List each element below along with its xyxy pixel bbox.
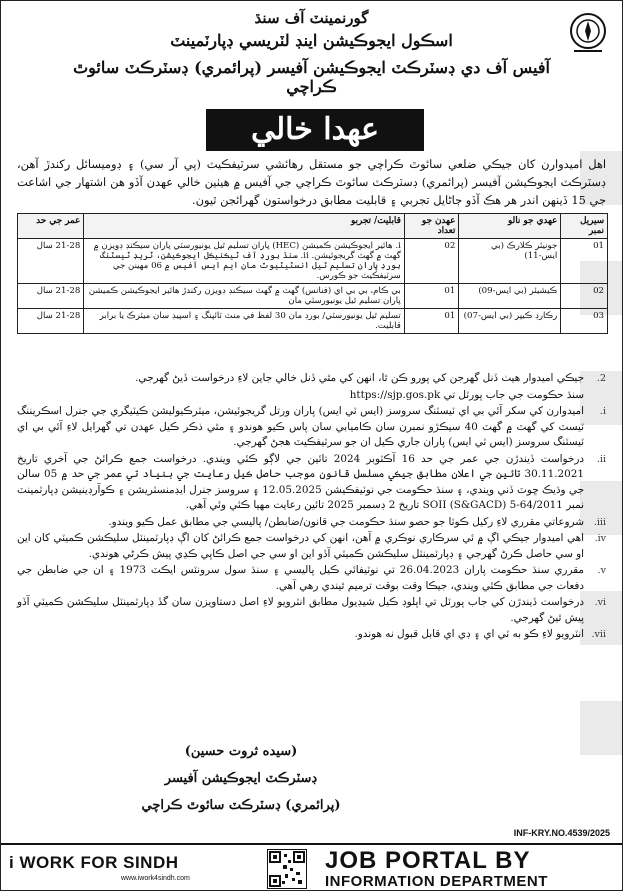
intro-paragraph: اهل اميدوارن کان جيڪي ضلعي سائوٿ ڪراچي جو مستقل رهائشي سرٽيفڪيٽ (پي آر سي) ۽ ڊوميسائل رکندڙ آهن، ڊسٽرڪٽ ايجوڪيشن آفيسر (پرائمري) ڊسٽرڪٽ سائوٿ ڪراچي جي آفيس ۾ هيٺين خالي عهدن آڏو هن اشتهار جي اشاعت جي 15 ڏينهن اندر هر هڪ آڏو ڄاڻايل تجربي ۽ قابليت مطابق درخواستون گهرائجن ٿيون. — [17, 157, 606, 207]
table-row — [18, 284, 608, 309]
item-text — [17, 388, 584, 404]
header-government: گورنمينٽ آف سنڌ — [254, 9, 369, 27]
cell-count: 01 — [404, 309, 459, 334]
list-item — [17, 515, 606, 531]
header-post: عهدي جو نالو — [459, 214, 561, 239]
item-text: درخواست ڏيندڙن کي جاب پورٽل تي اپلوڊ ڪيل شيڊيول مطابق انٽرويو لاءِ اصل دستاويزن سان گڏ ڊپارٽمينٽل سليڪشن ڪميٽي آڏو پيش ٿيڻ گهرجي. — [17, 596, 584, 624]
header-department: اسڪول ايجوڪيشن اينڊ لٽريسي ڊپارٽمينٽ — [170, 31, 453, 50]
cell-age: 21-28 سال — [18, 284, 84, 309]
information-department: INFORMATION DEPARTMENT — [325, 873, 548, 890]
item-text: اهي اميدوار جيڪي اڳ ۾ ئي سرڪاري نوڪري ۾ آهن، انهن کي درخواست جمع ڪرائڻ کان اڳ ڊپارٽمينٽل سليڪشن ڪميٽي کان اين او سي حاصل ڪرڻ گهرجي ۽ ڊپارٽمينٽل سليڪشن ڪميٽي آڏو اين او سي جي اصل ڪاپي ڪڍي پيش ڪرڻي هوندي. — [17, 532, 584, 560]
table-row — [18, 309, 608, 334]
job-portal-title: JOB PORTAL BY — [325, 847, 531, 874]
cell-serial: 02 — [561, 284, 608, 309]
list-item — [17, 627, 606, 643]
item-text: درخواست ڏيندڙن جي عمر جي حد 16 آڪٽوبر 2024 تائين جي لاڳو ڪئي ويندي. درخواست جمع ڪرائڻ جي آخري تاريخ 30.11.2021 تائين جي اعلان مطابق جيڪي مسلسل قانون موجب حاصل ڪيل رعايت جي بنياد تي عمر جي حد ۾ 05 سالن جي وڌيڪ ڇوٽ ڏني ويندي، ۽ سنڌ حڪومت جي نوٽيفڪيشن 12.05.2025 ۽ سروسز جنرل ايڊمنسٽريشن ۽ ڪوآرڊينيشن ڊپارٽمينٽ نمبر SOII (S&GACD) 5-64/2011 تاريخ 2 ڊسمبر 2025 تائين رعايت مهيا ڪئي وئي آهي. — [17, 452, 585, 511]
cell-qualification: i. هائير ايجوڪيشن ڪميشن (HEC) پاران تسليم ٿيل يونيورسٽي پاران سيڪنڊ ڊويزن ۾ گهٽ ۾ گهٽ گريجوئيشن. ii. سنڌ بورڊ آف ٽيڪنيڪل ايجوڪيشن، ٽريڊ ٽيسٽنگ بورڊ پاران تسليم ٿيل انسٽيٽيوٽ مان ايم ايس آفيس ۾ 06 مهينن جي سرٽيفڪيٽ جو ڪورس. — [84, 239, 405, 284]
item-number: vii. — [591, 629, 606, 640]
item-number: i. — [599, 406, 606, 417]
cell-age: 21-28 سال — [18, 309, 84, 334]
item-number: 2. — [596, 373, 606, 384]
cell-age: 21-28 سال — [18, 239, 84, 284]
reference-number: INF-KRY.NO.4539/2025 — [513, 828, 610, 838]
watermark — [580, 701, 622, 755]
item-text: انٽرويو لاءِ ڪو به ٽي اي ۽ ڊي اي قابل قبول نه هوندو. — [354, 628, 584, 640]
footer-bar — [1, 843, 622, 894]
cell-qualification: تسليم ٿيل يونيورسٽي/ بورڊ مان 30 لفظ في منٽ ٽائپنگ ۽ اسپيڊ سان ميٽرڪ يا برابر قابليت. — [84, 309, 405, 334]
header-age: عمر جي حد — [18, 214, 84, 239]
list-item — [17, 563, 606, 594]
government-emblem-icon — [568, 11, 608, 55]
signatory-office: (پرائمري) ڊسٽرڪٽ سائوٿ ڪراچي — [141, 798, 341, 813]
signatory-title: ڊسٽرڪٽ ايجوڪيشن آفيسر — [164, 771, 318, 786]
list-item — [17, 404, 606, 451]
list-item — [17, 452, 606, 514]
header-qualification: قابليت/ تجربو — [84, 214, 405, 239]
table-header-row — [18, 214, 608, 239]
cell-qualification: بي ڪام، بي بي اي (فنانس) گهٽ ۾ گهٽ سيڪنڊ ڊويزن رکندڙ هائير ايجوڪيشن ڪميشن پاران تسليم ٿيل يونيورسٽي مان — [84, 284, 405, 309]
list-item — [17, 371, 606, 387]
item-text: جيڪي اميدوار هيٺ ڏنل گهرجن کي پورو ڪن ٿا، انهن کي مٿي ڏنل خالي جاين لاءِ درخواست ڏيڻ گهرجي. — [135, 372, 584, 384]
iwork-for-sindh-logo: i WORK FOR SINDH — [9, 853, 179, 872]
header-serial: سيريل نمبر — [561, 214, 608, 239]
item-text: مقرري سنڌ حڪومت پاران 26.04.2023 تي نوٽيفائي ڪيل پاليسي ۽ سنڌ سول سرونٽس ايڪٽ 1973 ۽ ان جي ضابطن جي دفعات جي مطابق ڪئي ويندي، جيڪا وقت بوقت ترميم ٿيندي رهي آهي. — [17, 564, 584, 592]
vacancies-banner: عهدا خالي — [206, 109, 424, 151]
cell-post: جونيئر ڪلارڪ (بي ايس-11) — [459, 239, 561, 284]
item-number — [584, 388, 606, 404]
iwork-url[interactable]: www.iwork4sindh.com — [121, 875, 190, 882]
cell-post: رڪارڊ ڪيپر (بي ايس-07) — [459, 309, 561, 334]
cell-count: 01 — [404, 284, 459, 309]
header-office: آفيس آف دي ڊسٽرڪٽ ايجوڪيشن آفيسر (پرائمري) ڊسٽرڪٽ سائوٿ ڪراچي — [73, 58, 550, 96]
cell-serial: 01 — [561, 239, 608, 284]
list-item — [17, 388, 606, 404]
qr-code-icon — [267, 849, 307, 889]
conditions-list — [17, 371, 606, 644]
item-number: iv. — [594, 533, 606, 544]
item-number: ii. — [596, 453, 606, 465]
list-item — [17, 531, 606, 562]
cell-serial: 03 — [561, 309, 608, 334]
cell-post: ڪيشيئر (بي ايس-09) — [459, 284, 561, 309]
item-number: v. — [597, 565, 606, 576]
table-row — [18, 239, 608, 284]
list-item — [17, 595, 606, 626]
item-number: iii. — [593, 516, 606, 528]
cell-count: 02 — [404, 239, 459, 284]
posts-table — [17, 213, 608, 334]
header-count: عهدن جو تعداد — [404, 214, 459, 239]
item-number: vi. — [594, 597, 606, 608]
portal-text: سنڌ حڪومت جي جاب پورٽل تي — [443, 388, 584, 401]
portal-link[interactable]: https://sjp.gos.pk — [349, 388, 441, 401]
item-text: اميدوارن کي سکر آئي بي اي ٽيسٽنگ سروسز (ايس ٽي ايس) پاران ورتل گريجوئيشن، ميٽرڪيوليشن ڪيٽيگري جي جنرل اسڪريننگ ٽيسٽ کي گهٽ ۾ گهٽ 40 سيڪڙو نمبرن سان ڪاميابي سان پاس ڪيو هوندو ۽ مٿي ذڪر ڪيل عهدن تي گهرايل لاءِ آئي بي اي ٽيسٽنگ سروسز (ايس ٽي ايس) پاران جاري ڪيل ان جو سرٽيفڪيٽ هجڻ گهرجي. — [17, 405, 584, 448]
item-text: شروعاتي مقرري لاءِ رکيل ڪوٽا جو حصو سنڌ حڪومت جي قانون/ضابطن/ پاليسي جي مطابق عمل ڪيو ويندو. — [108, 515, 584, 528]
signatory-name: (سيده ثروت حسين) — [184, 744, 298, 759]
